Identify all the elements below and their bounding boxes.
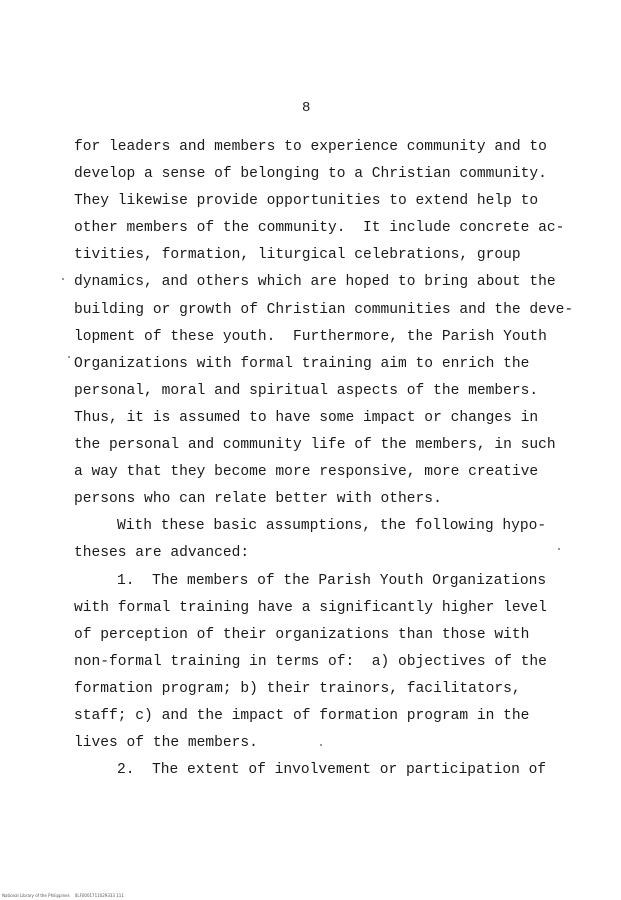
text-line: building or growth of Christian communities and the deve- (74, 301, 574, 318)
text-line: formation program; b) their trainors, facilitators, (74, 680, 521, 697)
text-line: develop a sense of belonging to a Christian community. (74, 166, 547, 183)
text-line: Organizations with formal training aim to enrich the (74, 355, 530, 372)
text-line: with formal training have a significantly higher level (74, 599, 547, 616)
text-line: 1. The members of the Parish Youth Organizations (117, 572, 547, 589)
text-line: other members of the community. It include concrete ac- (74, 220, 565, 237)
text-line: theses are advanced: (74, 545, 250, 562)
scan-footer: National Library of the Philippines 0LF0001711029333 111 (2, 893, 124, 898)
scan-speck (558, 548, 560, 550)
body-text (74, 134, 594, 784)
text-line: a way that they become more responsive, more creative (74, 464, 539, 481)
page-number: 8 (302, 100, 311, 116)
text-line: lopment of these youth. Furthermore, the Parish Youth (74, 328, 547, 345)
text-line: for leaders and members to experience community and to (74, 139, 547, 155)
text-line: personal, moral and spiritual aspects of the members. (74, 382, 539, 399)
text-line: lives of the members. (74, 735, 258, 752)
text-line: tivities, formation, liturgical celebrations, group (74, 247, 521, 264)
text-line: non-formal training in terms of: a) objectives of the (74, 653, 547, 670)
text-line: dynamics, and others which are hoped to bring about the (74, 274, 556, 291)
text-line: the personal and community life of the members, in such (74, 437, 556, 454)
scan-speck (68, 356, 70, 358)
text-line: With these basic assumptions, the following hypo- (117, 518, 547, 535)
text-line: Thus, it is assumed to have some impact or changes in (74, 409, 539, 426)
text-line: of perception of their organizations than those with (74, 626, 530, 643)
text-line: They likewise provide opportunities to extend help to (74, 193, 539, 210)
scan-speck (320, 744, 322, 746)
text-line: 2. The extent of involvement or participation of (117, 762, 547, 779)
text-line: staff; c) and the impact of formation program in the (74, 707, 530, 724)
scan-speck (62, 278, 64, 280)
text-line: persons who can relate better with others. (74, 491, 442, 508)
